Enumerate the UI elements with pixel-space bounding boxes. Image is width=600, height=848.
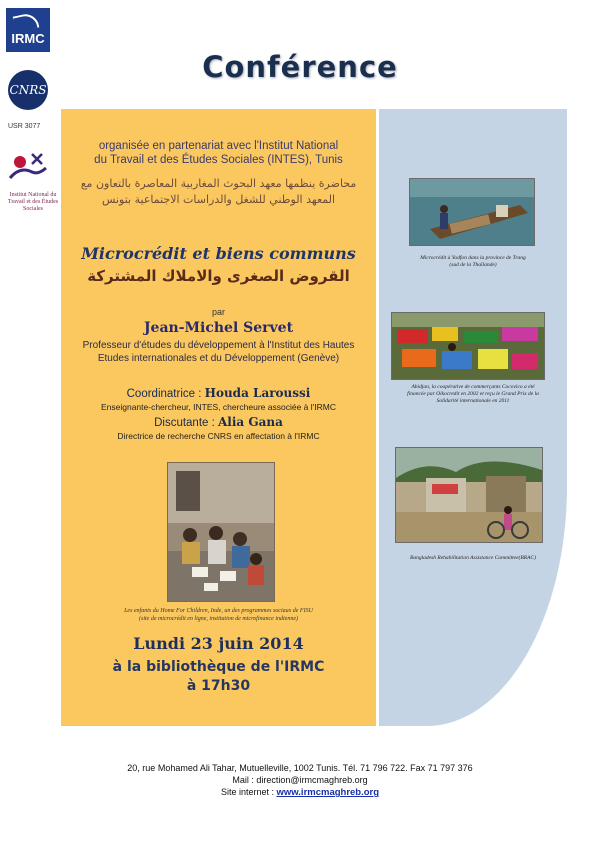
conference-title: Microcrédit et biens communs: [81, 244, 356, 263]
speaker-role-line2: Etudes internationales et du Développement (Genève): [97, 353, 340, 364]
discussant-role: Directrice de recherche CNRS en affectation à l'IRMC: [117, 431, 320, 441]
main-info-panel: [61, 109, 376, 726]
usr-label: USR 3077: [8, 123, 41, 130]
photo-market-caption: [389, 384, 557, 405]
coordinator-role: Enseignante-chercheur, INTES, chercheure associée à l'IRMC: [100, 402, 336, 412]
intes-name: Institut National du Travail et des Études Sociales: [7, 192, 59, 212]
partner-french: [61, 139, 376, 167]
cnrs-logo-text: CNRS: [9, 83, 47, 97]
footer-mail: Mail : direction@irmcmaghreb.org: [232, 775, 368, 785]
partner-ar-line1: محاضرة ينظمها معهد البحوث المغاربية المعاصرة بالتعاون مع: [80, 177, 357, 190]
photo-boat-thailand: [409, 178, 535, 246]
photo-children-caption-line2: (site de microcrédit en ligne, institution de microfinance indienne): [138, 616, 299, 622]
event-date: Lundi 23 juin 2014: [133, 634, 304, 653]
photo-brac-caption: [389, 555, 557, 562]
footer-address: 20, rue Mohamed Ali Tahar, Mutuelleville, 1002 Tunis. Tél. 71 796 722. Fax 71 797 376: [127, 763, 473, 773]
speaker-role: [61, 339, 376, 365]
partner-fr-line2: du Travail et des Études Sociales (INTES), Tunis: [94, 154, 343, 166]
event-venue: à la bibliothèque de l'IRMC: [112, 659, 325, 675]
footer-site-label: Site internet :: [220, 787, 277, 797]
par-label: par: [211, 307, 225, 317]
photo-children-caption-line1: Les enfants du Home For Children, Inde, un des programmes sociaux de FISU: [124, 608, 313, 614]
partner-fr-line1: organisée en partenariat avec l'Institut National: [98, 140, 339, 152]
footer: [0, 762, 600, 799]
photo-children-caption: [61, 607, 376, 623]
photo-children-reading: [167, 462, 275, 602]
event-time: à 17h30: [186, 678, 251, 694]
website-link[interactable]: www.irmcmaghreb.org: [276, 787, 380, 798]
photo-panel: [379, 109, 567, 726]
page-title: Conférence: [202, 50, 398, 84]
irmc-logo-text: IRMC: [11, 31, 45, 46]
coordinator-label: Coordinatrice :: [126, 388, 205, 400]
partner-arabic: [61, 176, 376, 208]
photo-market-caption-line2: financée par Oikocredit en 2002 et reçu le Grand Prix de la: [407, 391, 539, 397]
coordinator: [61, 386, 376, 400]
photo-market-caption-line1: Abidjan, la coopérative de commerçants Cocovico a été: [411, 384, 535, 390]
photo-market-caption-line3: Solidarité internationale en 2011: [436, 398, 510, 404]
photo-boat-caption-line1: Microcrédit à Yodfon dans la province de Trang: [420, 255, 526, 261]
partner-ar-line2: المعهد الوطني للشغل والدراسات الاجتماعية بتونس: [101, 193, 336, 206]
footer-site: [0, 786, 600, 799]
discussant: [61, 415, 376, 429]
discussant-label: Discutante :: [154, 417, 218, 429]
conference-title-arabic: القروض الصغرى والاملاك المشتركة: [87, 267, 350, 285]
photo-boat-caption: [389, 255, 557, 269]
coordinator-name: Houda Laroussi: [204, 386, 311, 400]
photo-brac-bangladesh: [395, 447, 543, 543]
discussant-name: Alia Gana: [218, 415, 283, 429]
photo-boat-caption-line2: (sud de la Thaïlande): [449, 262, 497, 268]
photo-market-abidjan: [391, 312, 545, 380]
intes-logo: [6, 148, 50, 184]
speaker-role-line1: Professeur d'études du développement à l'Institut des Hautes: [82, 340, 355, 351]
photo-brac-caption-line1: Bangladesh Rehabilitation Assistance Committee(BRAC): [410, 555, 536, 561]
speaker-name: Jean-Michel Servet: [143, 320, 294, 336]
irmc-logo: [6, 8, 50, 52]
